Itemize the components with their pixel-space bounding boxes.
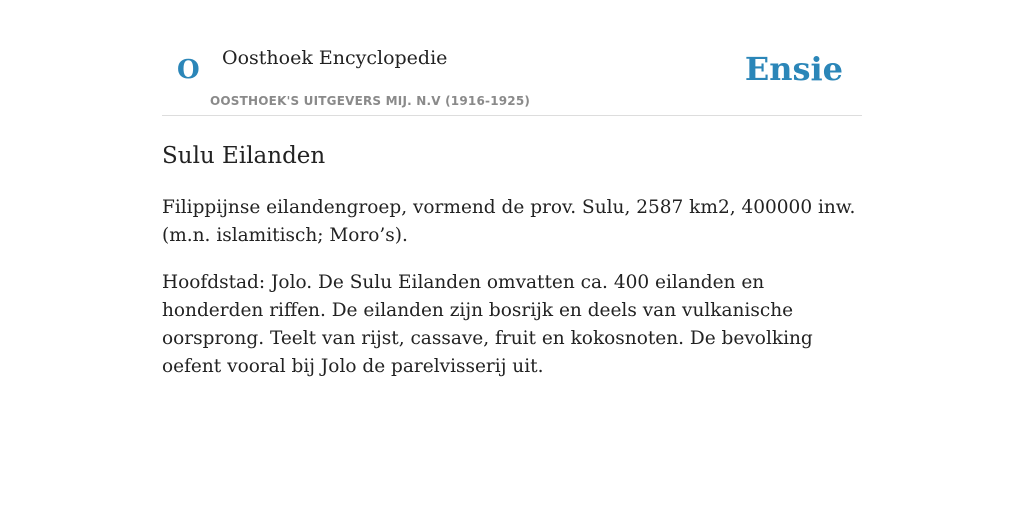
article-paragraph: Filippijnse eilandengroep, vormend de prov. Sulu, 2587 km2, 400000 inw. (m.n. islamitisch; Moro’s).: [162, 197, 856, 246]
article-paragraph: Hoofdstad: Jolo. De Sulu Eilanden omvatten ca. 400 eilanden en honderden riffen. De eilanden zijn bosrijk en deels van vulkanische oorsprong. Teelt van rijst, cassave, fruit en kokosnoten. De bevolking oefent vooral bij Jolo de parelvisserij uit.: [162, 272, 813, 377]
content-container: [162, 0, 862, 381]
source-header: [162, 0, 862, 116]
source-logo[interactable]: O: [177, 55, 200, 85]
ensie-brand-link[interactable]: Ensie: [744, 50, 843, 88]
source-title[interactable]: Oosthoek Encyclopedie: [222, 47, 448, 69]
article-title: Sulu Eilanden: [162, 143, 326, 169]
publisher-label: OOSTHOEK'S UITGEVERS MIJ. N.V (1916-1925): [210, 94, 531, 108]
